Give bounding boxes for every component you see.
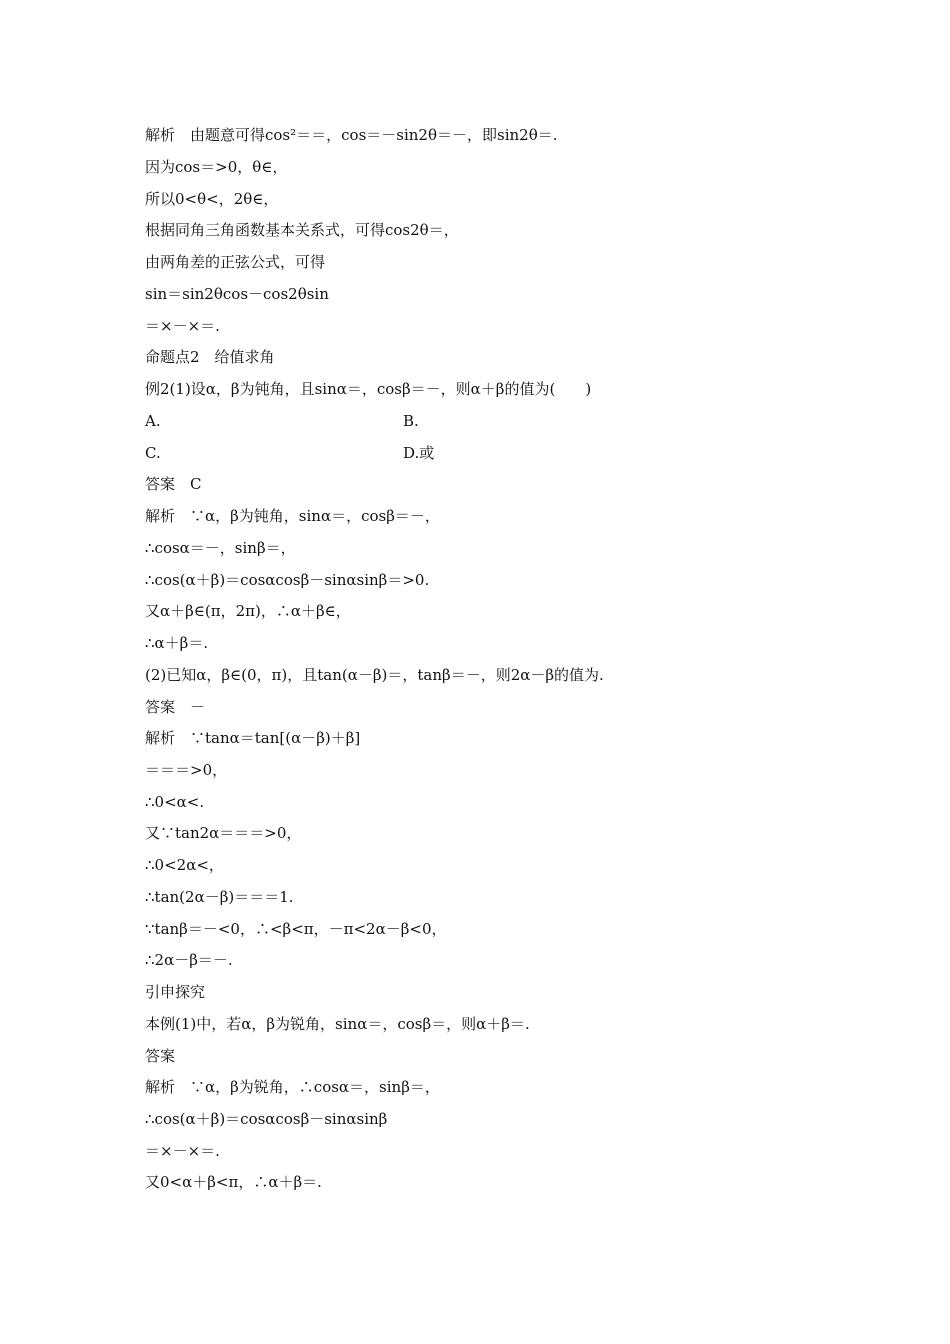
text-line: 解析 ∵α，β为锐角，∴cosα＝，sinβ＝， [145, 1078, 440, 1096]
section-heading: 引申探究 [145, 983, 206, 1001]
text-line: ＝×－×＝. [145, 1142, 220, 1160]
answer-line: 答案 C [145, 475, 202, 493]
text-line: ∴cosα＝－，sinβ＝， [145, 539, 296, 557]
text-line: 解析 ∵α，β为钝角，sinα＝，cosβ＝－， [145, 507, 440, 525]
text-line: 因为cos＝>0，θ∈， [145, 158, 288, 176]
text-line: ∴0<2α<， [145, 856, 224, 874]
text-line: 由两角差的正弦公式，可得 [145, 253, 326, 271]
text-line: 解析 由题意可得cos²＝＝，cos＝－sin2θ＝－，即sin2θ＝. [145, 126, 558, 144]
text-line: 又∵tan2α＝＝＝>0， [145, 824, 302, 842]
text-line: ＝×－×＝. [145, 317, 220, 335]
option-d: D.或 [403, 444, 435, 462]
text-line: ∴cos(α＋β)＝cosαcosβ－sinαsinβ＝>0. [145, 571, 430, 589]
example-question: 本例(1)中，若α，β为锐角，sinα＝，cosβ＝，则α＋β＝. [145, 1015, 530, 1033]
text-line: 又α＋β∈(π，2π)，∴α＋β∈， [145, 602, 351, 620]
example-question: 例2(1)设α，β为钝角，且sinα＝，cosβ＝－，则α＋β的值为( ) [145, 380, 592, 398]
text-line: ∴cos(α＋β)＝cosαcosβ－sinαsinβ [145, 1110, 388, 1128]
text-line: 解析 ∵tanα＝tan[(α－β)＋β] [145, 729, 361, 747]
text-line: ＝＝＝>0， [145, 761, 228, 779]
text-line: 又0<α＋β<π，∴α＋β＝. [145, 1173, 322, 1191]
text-line: ∴0<α<. [145, 793, 205, 811]
example-question: (2)已知α，β∈(0，π)，且tan(α－β)＝，tanβ＝－，则2α－β的值为. [145, 666, 604, 684]
text-line: sin＝sin2θcos－cos2θsin [145, 285, 329, 303]
text-line: ∴2α－β＝－. [145, 951, 233, 969]
answer-line: 答案 [145, 1047, 176, 1065]
text-line: ∵tanβ＝－<0，∴<β<π，－π<2α－β<0， [145, 920, 447, 938]
option-b: B. [403, 412, 419, 430]
text-line: ∴α＋β＝. [145, 634, 209, 652]
text-line: ∴tan(2α－β)＝＝＝1. [145, 888, 294, 906]
section-heading: 命题点2 给值求角 [145, 348, 275, 366]
option-c: C. [145, 444, 161, 462]
option-a: A. [145, 412, 161, 430]
text-line: 所以0<θ<，2θ∈， [145, 190, 279, 208]
answer-line: 答案 － [145, 698, 206, 716]
text-line: 根据同角三角函数基本关系式，可得cos2θ＝， [145, 221, 459, 239]
